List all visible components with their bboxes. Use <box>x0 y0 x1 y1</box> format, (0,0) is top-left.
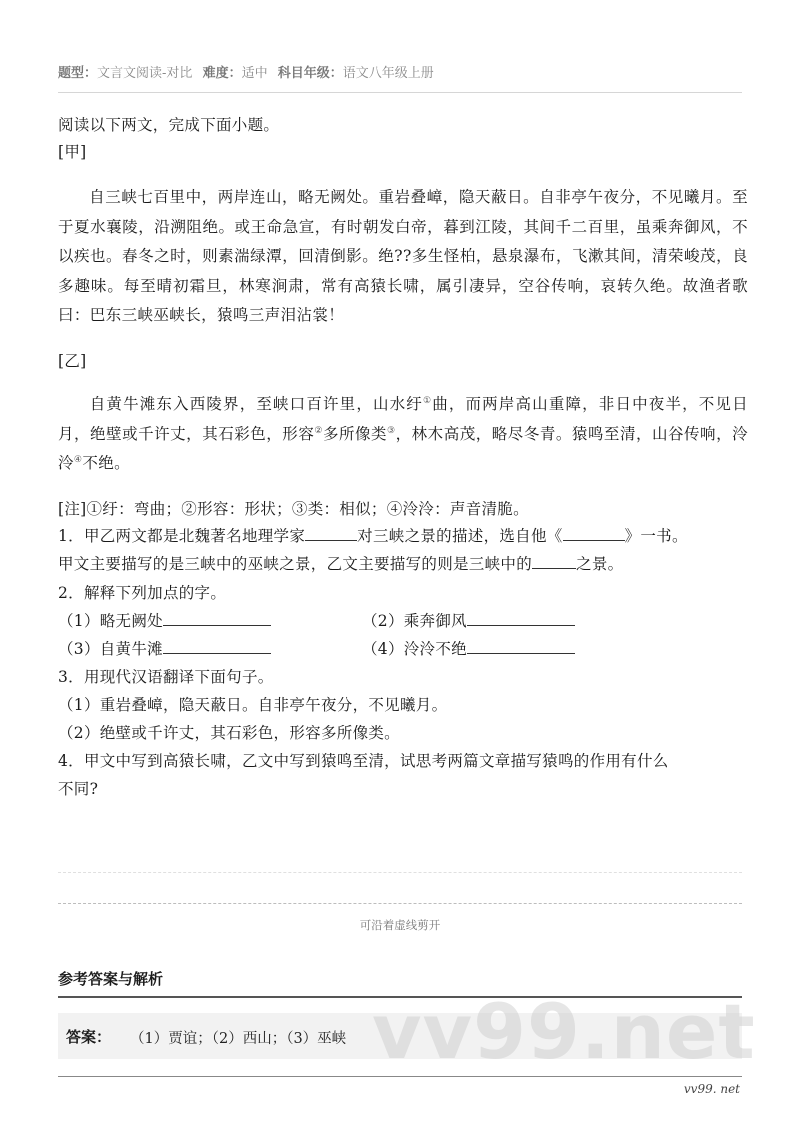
watermark: vv99.net <box>372 987 756 1076</box>
q1-text: 对三峡之景的描述，选自他《 <box>357 527 563 545</box>
text-b-seg: 曲，而两岸高山重障，非日中夜半，不见日月，绝壁或千许丈，其石彩色，形容 <box>58 395 748 443</box>
q2-item-1 <box>58 610 271 632</box>
question-1-line-2 <box>58 553 623 575</box>
answer-value: （1）贾谊；（2）西山；（3）巫峡 <box>130 1031 347 1047</box>
question-1-line-1 <box>58 525 688 547</box>
q1-text: 甲文主要描写的是三峡中的巫峡之景，乙文主要描写的则是三峡中的 <box>58 555 533 573</box>
footnote-marker: ④ <box>73 455 83 466</box>
type-value: 文言文阅读-对比 <box>97 66 193 81</box>
text-b-passage <box>58 390 748 479</box>
text-b-seg: ，林木高茂，略尽冬青。猿鸣至清，山谷传响，泠泠 <box>58 424 748 473</box>
q1-text: 》一书。 <box>624 527 688 545</box>
cut-line-faint <box>58 872 742 873</box>
q2-item-2 <box>362 610 575 632</box>
text-b-seg: 不绝。 <box>82 454 131 473</box>
q3-item-2: （2）绝壁或千许丈，其石彩色，形容多所像类。 <box>58 724 400 742</box>
q2-item-text: （2）乘奔御风 <box>362 612 467 630</box>
text-a-passage <box>58 183 748 331</box>
q2-item-4 <box>362 638 575 660</box>
answer-blank[interactable] <box>163 610 271 626</box>
q2-item-text: （1）略无阙处 <box>58 612 163 630</box>
text-b-seg: 多所像类 <box>322 424 388 443</box>
question-4-line-1: 4．甲文中写到高猿长啸，乙文中写到猿鸣至清，试思考两篇文章描写猿鸣的作用有什么 <box>58 752 669 770</box>
type-label: 题型： <box>58 66 98 81</box>
difficulty-value: 适中 <box>241 66 268 81</box>
question-4-line-2: 不同? <box>58 780 99 798</box>
answer-blank[interactable] <box>467 638 575 654</box>
subject-value: 语文八年级上册 <box>342 66 434 81</box>
q2-item-3 <box>58 638 271 660</box>
difficulty-label: 难度： <box>202 66 242 81</box>
q2-item-text: （3）自黄牛滩 <box>58 640 163 658</box>
q2-item-text: （4）泠泠不绝 <box>362 640 467 658</box>
q3-item-1: （1）重岩叠嶂，隐天蔽日。自非亭午夜分，不见曦月。 <box>58 696 448 714</box>
meta-divider <box>58 92 742 93</box>
footer-site-link[interactable]: vv99. net <box>683 1082 740 1096</box>
answer-section-title: 参考答案与解析 <box>58 970 164 988</box>
q1-text: 之景。 <box>576 555 624 573</box>
answer-label: 答案： <box>66 1028 112 1046</box>
question-3: 3．用现代汉语翻译下面句子。 <box>58 668 274 686</box>
cut-here-label: 可沿着虚线剪开 <box>359 918 441 932</box>
answer-blank[interactable] <box>563 525 625 541</box>
question-2: 2．解释下列加点的字。 <box>58 584 227 602</box>
footer-rule <box>58 1076 742 1077</box>
text-a-body: 自三峡七百里中，两岸连山，略无阙处。重岩叠嶂，隐天蔽日。自非亭午夜分，不见曦月。至于夏水襄陵，沿溯阻绝。或王命急宣，有时朝发白帝，暮到江陵，其间千二百里，虽乘奔御风，不以疾也。春冬之时，则素湍绿潭，回清倒影。绝??多生怪柏，悬泉瀑布，飞漱其间，清荣峻茂，良多趣味。每至晴初霜旦，林寒涧肃，常有高猿长啸，属引凄异，空谷传响，哀转久绝。故渔者歌曰：巴东三峡巫峡长，猿鸣三声泪沾裳！ <box>58 188 748 325</box>
annotation-notes: [注]①纡：弯曲；②形容：形状；③类：相似；④泠泠：声音清脆。 <box>58 500 529 518</box>
subject-label: 科目年级： <box>277 66 343 81</box>
footnote-marker: ② <box>314 425 323 436</box>
question-meta-bar <box>58 62 742 81</box>
answer-blank[interactable] <box>467 610 575 626</box>
text-b-label: [乙] <box>58 352 87 370</box>
answer-blank[interactable] <box>163 638 271 654</box>
cut-line <box>58 903 742 904</box>
answer-blank[interactable] <box>305 525 357 541</box>
instructions: 阅读以下两文，完成下面小题。 <box>58 116 280 134</box>
answer-blank[interactable] <box>532 553 576 569</box>
footnote-marker: ③ <box>387 425 396 436</box>
q1-text: 1．甲乙两文都是北魏著名地理学家 <box>58 527 306 545</box>
text-b-seg: 自黄牛滩东入西陵界，至峡口百许里，山水纡 <box>89 395 423 413</box>
footnote-marker: ① <box>422 396 433 406</box>
text-a-label: [甲] <box>58 143 87 161</box>
